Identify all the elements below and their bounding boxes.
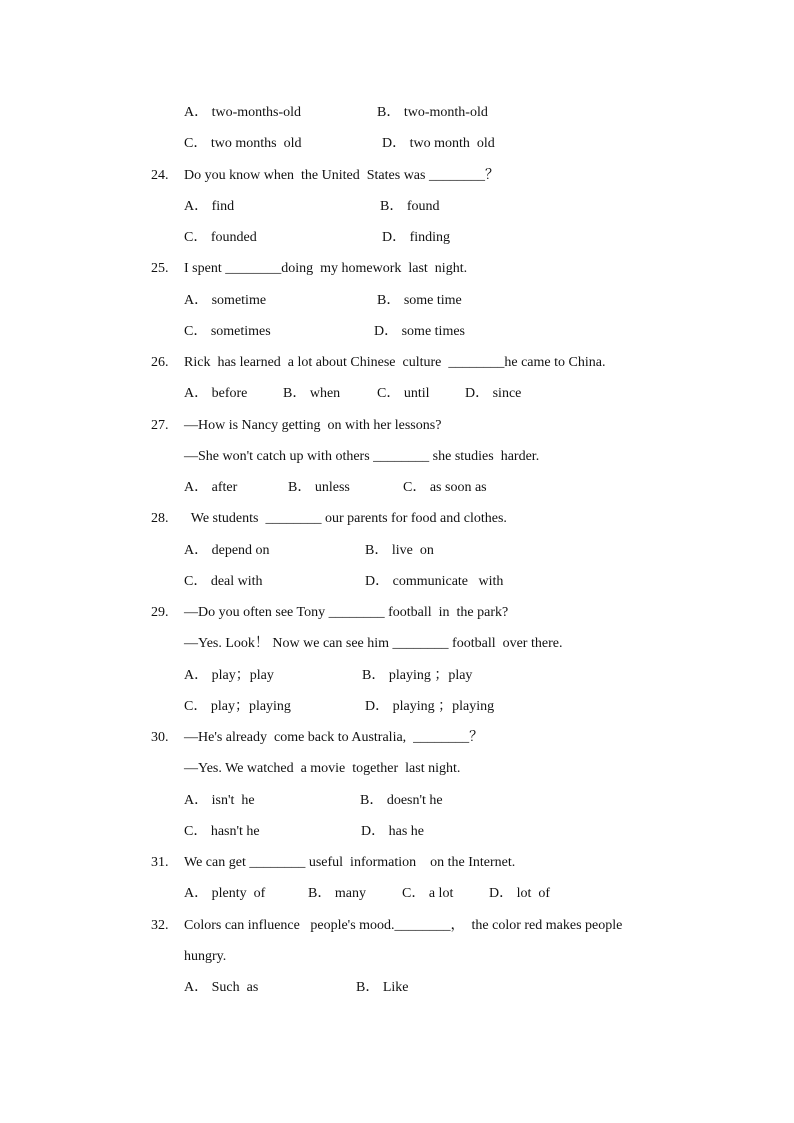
answer-option: A． after [184, 480, 238, 495]
answer-option: A． sometime [184, 292, 267, 308]
answer-option: C． sometimes [184, 323, 271, 339]
question-number: 30. [151, 730, 169, 745]
answer-option: A． find [184, 198, 235, 214]
question-text: —Do you often see Tony ________ football in the park? [184, 605, 509, 620]
answer-option: B． doesn't he [360, 792, 443, 808]
answer-option: A． two-months-old [184, 105, 302, 120]
answer-option: B． found [380, 198, 440, 214]
answer-option: B． when [283, 386, 341, 402]
answer-option: B． many [308, 886, 366, 902]
question-number: 29. [151, 605, 169, 620]
answer-option: B． playing ；play [362, 667, 473, 683]
answer-option: C． a lot [402, 886, 454, 902]
question-text: —Yes. Look！ Now we can see him ________ football over there. [184, 636, 563, 652]
answer-option: A． Such as [184, 980, 259, 995]
question-text: —Yes. We watched a movie together last night. [184, 761, 461, 777]
question-text: Colors can influence people's mood.________， the color red makes people [184, 917, 623, 933]
answer-option: D． playing ；playing [365, 698, 495, 714]
answer-option: D． since [465, 386, 522, 402]
answer-option: D． communicate with [365, 573, 504, 589]
answer-option: C． as soon as [403, 480, 487, 495]
answer-option: D． has he [361, 823, 424, 839]
answer-option: D． some times [374, 323, 465, 339]
answer-option: B． Like [356, 980, 409, 995]
answer-option: A． before [184, 386, 248, 402]
answer-option: B． some time [377, 292, 462, 308]
answer-option: A． plenty of [184, 886, 266, 902]
answer-option: A． depend on [184, 542, 270, 558]
answer-option: B． live on [365, 542, 434, 558]
question-text: I spent ________doing my homework last night. [184, 261, 468, 277]
answer-option: C． founded [184, 230, 257, 245]
answer-option: C． until [377, 386, 430, 402]
question-text: We students ________ our parents for food and clothes. [184, 511, 507, 527]
question-number: 25. [151, 261, 169, 277]
answer-option: B． unless [288, 480, 350, 495]
answer-option: C． play；playing [184, 698, 291, 714]
question-text: —He's already come back to Australia, ________？ [184, 730, 484, 745]
question-text: —She won't catch up with others ________ she studies harder. [184, 448, 540, 464]
question-number: 27. [151, 417, 169, 433]
answer-option: C． hasn't he [184, 823, 260, 839]
question-number: 24. [151, 167, 169, 183]
answer-option: D． finding [382, 230, 451, 245]
question-number: 31. [151, 855, 169, 870]
question-number: 26. [151, 355, 169, 370]
answer-option: C． two months old [184, 136, 302, 152]
question-number: 32. [151, 917, 169, 933]
question-text: —How is Nancy getting on with her lessons? [184, 417, 442, 433]
question-text: We can get ________ useful information on the Internet. [184, 855, 516, 870]
answer-option: A． isn't he [184, 792, 255, 808]
question-text: Rick has learned a lot about Chinese culture ________he came to China. [184, 355, 606, 370]
answer-option: B． two-month-old [377, 105, 488, 120]
answer-option: D． two month old [382, 136, 495, 152]
question-number: 28. [151, 511, 169, 527]
question-text: hungry. [184, 948, 227, 964]
question-text: Do you know when the United States was ________？ [184, 167, 499, 183]
answer-option: A． play；play [184, 667, 274, 683]
answer-option: D． lot of [489, 886, 551, 902]
answer-option: C． deal with [184, 573, 263, 589]
